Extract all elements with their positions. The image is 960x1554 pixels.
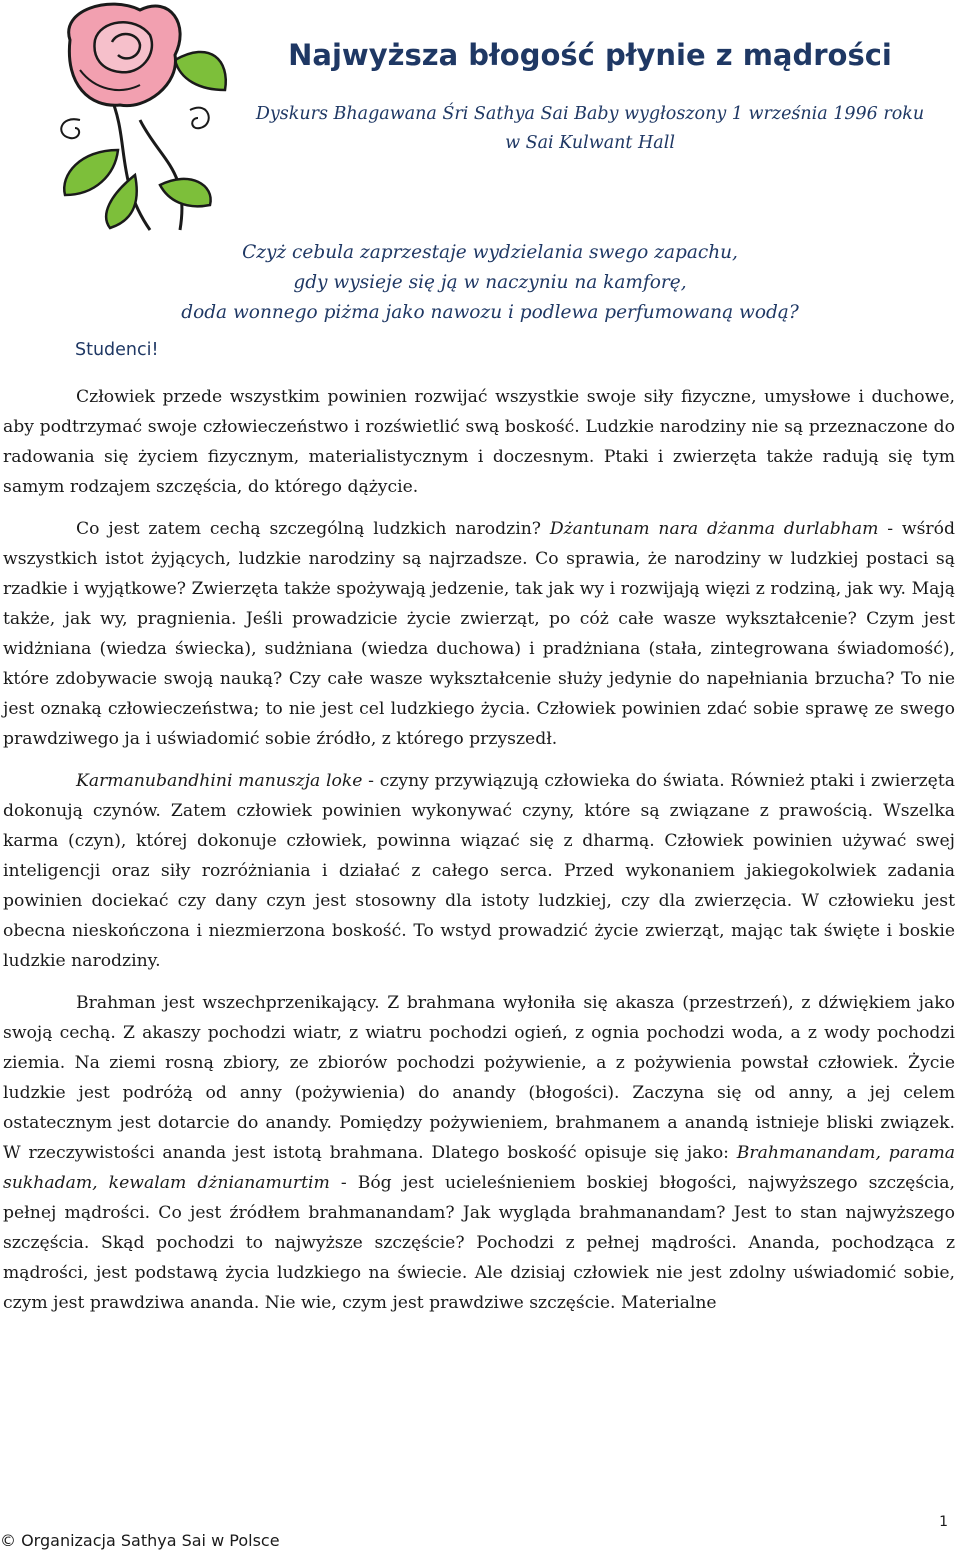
paragraph-2-sanskrit: Dżantunam nara dżanma durlabham [549, 519, 879, 539]
document-body [3, 382, 955, 1330]
paragraph-4-text-b: - Bóg jest ucieleśnieniem boskiej błogości, najwyższego szczęścia, pełnej mądrości. Co jest źródłem brahmanandam? Jak wygląda brahmanandam? Jest to stan najwyższego szczęścia. Skąd pochodzi to najwyższe szczęście? Pochodzi z pełnej mądrości. Ananda, pochodząca z mądrości, jest podstawą życia ludzkiego na świecie. Ale dzisiaj człowiek nie jest zdolny uświadomić sobie, czym jest prawdziwa ananda. Nie wie, czym jest prawdziwe szczęście. Materialne [3, 1173, 955, 1313]
paragraph-4-sanskrit: Brahmanandam, parama sukhadam, kewalam dżnianamurtim [3, 1143, 955, 1193]
page-number: 1 [939, 1514, 948, 1530]
salutation: Studenci! [75, 340, 159, 360]
paragraph-2-text-a: Co jest zatem cechą szczególną ludzkich narodzin? [76, 519, 550, 539]
poem-line-1: Czyż cebula zaprzestaje wydzielania swego zapachu, [242, 242, 738, 263]
paragraph-3-sanskrit: Karmanubandhini manuszja loke [76, 771, 363, 791]
paragraph-2-text-b: - wśród wszystkich istot żyjących, ludzkie narodziny są najrzadsze. Co sprawia, że narodziny w ludzkiej postaci są rzadkie i wyjątkowe? Zwierzęta także spożywają jedzenie, tak jak wy i rozwijają więzi z rodziną, jak wy. Mają także, jak wy, pragnienia. Jeśli prowadzicie życie zwierząt, po cóż całe wasze wykształcenie? Czym jest widżniana (wiedza świecka), sudżniana (wiedza duchowa) i pradżniana (stała, zintegrowana świadomość), które zdobywacie swoją nauką? Czy całe wasze wykształcenie służy jedynie do napełniania brzucha? To nie jest oznaką człowieczeństwa; to nie jest cel ludzkiego życia. Człowiek powinien zdać sobie sprawę ze swego prawdziwego ja i uświadomić sobie źródło, z którego przyszedł. [3, 519, 955, 749]
rose-illustration [40, 0, 240, 232]
poem-line-2: gdy wysieje się ją w naczyniu na kamforę, [293, 272, 687, 293]
epigraph-poem [110, 238, 870, 328]
paragraph-4-text-a: Brahman jest wszechprzenikający. Z brahmana wyłoniła się akasza (przestrzeń), z dźwiękiem jako swoją cechą. Z akaszy pochodzi wiatr, z wiatru pochodzi ogień, z ognia pochodzi woda, a z wody pochodzi ziemia. Na ziemi rosną zbiory, ze zbiorów pochodzi pożywienie, a z pożywienia powstał człowiek. Życie ludzkie jest podróżą od anny (pożywienia) do anandy (błogości). Zaczyna się od anny, a jej celem ostatecznym jest dotarcie do anandy. Pomiędzy pożywieniem, brahmanem a anandą istnieje bliski związek. W rzeczywistości ananda jest istotą brahmana. Dlatego boskość opisuje się jako: [3, 993, 955, 1163]
paragraph-3 [3, 766, 955, 976]
subtitle-line-2: w Sai Kulwant Hall [505, 133, 675, 153]
document-title: Najwyższa błogość płynie z mądrości [288, 38, 892, 72]
footer-copyright: © Organizacja Sathya Sai w Polsce [0, 1531, 280, 1550]
paragraph-3-text: - czyny przywiązują człowieka do świata. Również ptaki i zwierzęta dokonują czynów. Zatem człowiek powinien wykonywać czyny, które są związane z prawością. Wszelka karma (czyn), której dokonuje człowiek, powinna wiązać się z dharmą. Człowiek powinien używać swej inteligencji oraz siły rozróżniania i działać z całego serca. Przed wykonaniem jakiegokolwiek zadania powinien dociekać czy dany czyn jest stosowny dla istoty ludzkiej, czy dla zwierzęcia. W człowieku jest obecna nieskończona i niezmierzona boskość. To wstyd prowadzić życie zwierząt, mając tak święte i boskie ludzkie narodziny. [3, 771, 955, 971]
paragraph-2 [3, 514, 955, 754]
subtitle-line-1: Dyskurs Bhagawana Śri Sathya Sai Baby wygłoszony 1 września 1996 roku [255, 104, 925, 124]
paragraph-4 [3, 988, 955, 1318]
document-subtitle [225, 100, 955, 158]
paragraph-1: Człowiek przede wszystkim powinien rozwijać wszystkie swoje siły fizyczne, umysłowe i duchowe, aby podtrzymać swoje człowieczeństwo i rozświetlić swą boskość. Ludzkie narodziny nie są przeznaczone do radowania się życiem fizycznym, materialistycznym i doczesnym. Ptaki i zwierzęta także radują się tym samym rodzajem szczęścia, do którego dążycie. [3, 387, 955, 497]
poem-line-3: doda wonnego piżma jako nawozu i podlewa perfumowaną wodą? [181, 302, 799, 323]
